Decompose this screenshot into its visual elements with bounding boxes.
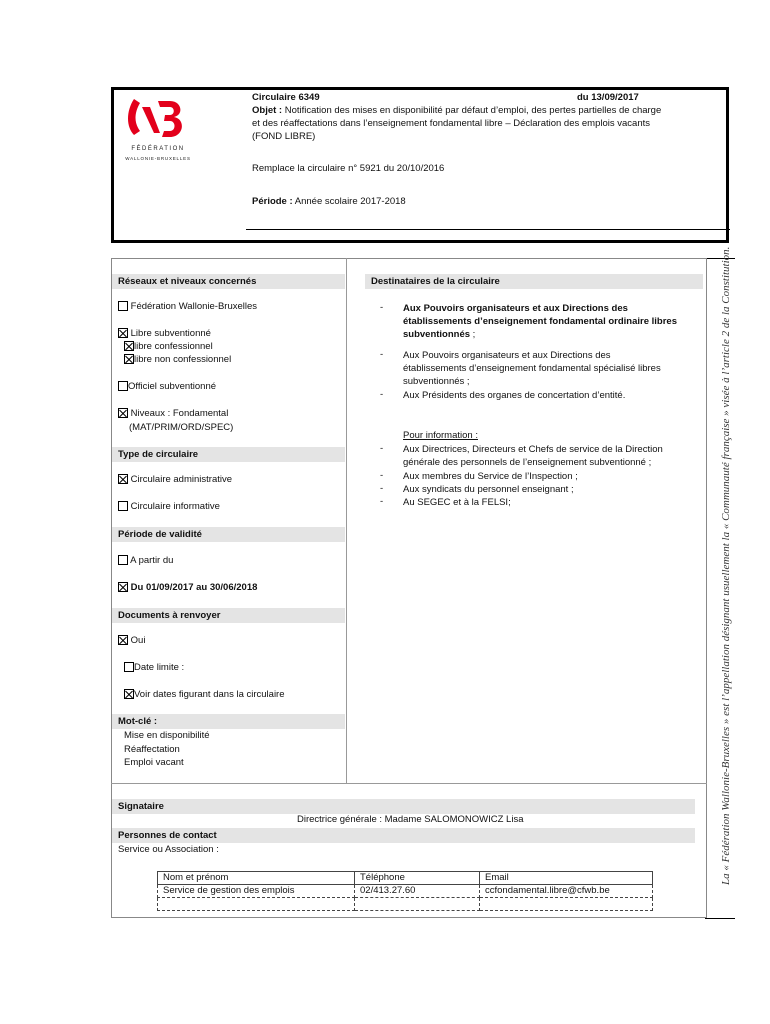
info-2: Aux membres du Service de l’Inspection ; [403, 471, 578, 482]
libre-conf-option[interactable]: libre confessionnel [124, 341, 213, 352]
remplace: Remplace la circulaire n° 5921 du 20/10/2016 [252, 163, 445, 174]
bullet: - [380, 349, 384, 360]
info-4: Au SEGEC et à la FELSI; [403, 497, 511, 508]
reseaux-heading: Réseaux et niveaux concernés [112, 274, 345, 289]
header-rule [246, 229, 730, 230]
service-label: Service ou Association : [118, 844, 219, 855]
oui-option[interactable]: Oui [118, 635, 145, 646]
dest-2: Aux Pouvoirs organisateurs et aux Directions des établissements d’enseignement fondamental spécialisé libres subventionnés ; [403, 350, 661, 387]
logo-subtitle: WALLONIE-BRUXELLES [125, 156, 191, 161]
signataire-heading: Signataire [112, 799, 695, 814]
motcle-list [124, 729, 210, 770]
dest-3: Aux Présidents des organes de concertation d’entité. [403, 390, 626, 401]
side-note: La « Fédération Wallonie-Bruxelles » est l’appellation désignant usuellement la « Communauté française » visée à l’article 2 de la Constitution. [720, 246, 732, 885]
a-partir-option[interactable]: A partir du [118, 555, 173, 566]
niveaux-option[interactable]: Niveaux : Fondamental [118, 408, 228, 419]
fwb-option[interactable]: Fédération Wallonie-Bruxelles [118, 301, 257, 312]
info-option[interactable]: Circulaire informative [118, 501, 220, 512]
signataire: Directrice générale : Madame SALOMONOWICZ Lisa [297, 814, 524, 825]
checkbox-checked[interactable] [118, 635, 128, 645]
admin-option[interactable]: Circulaire administrative [118, 474, 232, 485]
checkbox-unchecked[interactable] [118, 501, 128, 511]
officiel-option[interactable]: Officiel subventionné [118, 381, 216, 392]
voir-dates-option[interactable]: Voir dates figurant dans la circulaire [124, 689, 285, 700]
table-header-row [158, 872, 653, 885]
table-header: Email [480, 872, 653, 885]
bullet: - [380, 443, 384, 454]
contact-heading: Personnes de contact [112, 828, 695, 843]
list-item: Emploi vacant [124, 757, 184, 768]
dest-1: Aux Pouvoirs organisateurs et aux Directions des établissements d’enseignement fondamental ordinaire libres subventionnés ; [403, 303, 677, 340]
logo-title: FÉDÉRATION [131, 146, 185, 152]
checkbox-checked[interactable] [124, 354, 134, 364]
side-rule-bottom [705, 918, 735, 919]
niveaux-detail: (MAT/PRIM/ORD/SPEC) [129, 422, 234, 433]
libre-option[interactable]: Libre subventionné [118, 328, 211, 339]
info-title: Pour information : [403, 430, 478, 441]
checkbox-checked[interactable] [118, 408, 128, 418]
type-heading: Type de circulaire [112, 447, 345, 462]
libre-nonconf-option[interactable]: libre non confessionnel [124, 354, 231, 365]
checkbox-checked[interactable] [118, 474, 128, 484]
periode: Période : Année scolaire 2017-2018 [252, 196, 406, 207]
table-cell[interactable]: ccfondamental.libre@cfwb.be [480, 885, 653, 898]
checkbox-checked[interactable] [118, 328, 128, 338]
checkbox-unchecked[interactable] [118, 555, 128, 565]
checkbox-unchecked[interactable] [118, 381, 128, 391]
table-cell: Service de gestion des emplois [158, 885, 355, 898]
bullet: - [380, 470, 384, 481]
info-3: Aux syndicats du personnel enseignant ; [403, 484, 574, 495]
checkbox-checked[interactable] [124, 689, 134, 699]
objet: Objet : Notification des mises en disponibilité par défaut d’emploi, des pertes partielles de charge et des réaffectations dans l’enseignement fondamental libre – Déclaration des emplois vacants (FOND LIBRE) [252, 105, 662, 142]
bullet: - [380, 483, 384, 494]
table-cell: 02/413.27.60 [355, 885, 480, 898]
checkbox-unchecked[interactable] [124, 662, 134, 672]
bullet: - [380, 389, 384, 400]
docs-heading: Documents à renvoyer [112, 608, 345, 623]
dest-heading: Destinataires de la circulaire [365, 274, 703, 289]
du-option[interactable]: Du 01/09/2017 au 30/06/2018 [118, 582, 257, 593]
checkbox-unchecked[interactable] [118, 301, 128, 311]
circulaire-date: du 13/09/2017 [577, 92, 639, 103]
section-divider [111, 783, 707, 784]
table-row [158, 885, 653, 898]
bullet: - [380, 496, 384, 507]
date-limite-option[interactable]: Date limite : [124, 662, 184, 673]
bullet: - [380, 302, 384, 313]
motcle-heading: Mot-clé : [112, 714, 345, 729]
list-item: Réaffectation [124, 743, 180, 755]
column-divider [346, 258, 347, 783]
list-item: Mise en disponibilité [124, 730, 210, 741]
checkbox-checked[interactable] [124, 341, 134, 351]
validite-heading: Période de validité [112, 527, 345, 542]
circulaire-number: Circulaire 6349 [252, 92, 320, 103]
info-1: Aux Directrices, Directeurs et Chefs de service de la Direction générale des personnels de l’enseignement subventionné ; [403, 444, 663, 468]
table-header: Téléphone [355, 872, 480, 885]
table-header: Nom et prénom [158, 872, 355, 885]
table-row [158, 898, 653, 911]
checkbox-checked[interactable] [118, 582, 128, 592]
contacts-table [157, 871, 653, 911]
fwb-logo [124, 93, 196, 165]
